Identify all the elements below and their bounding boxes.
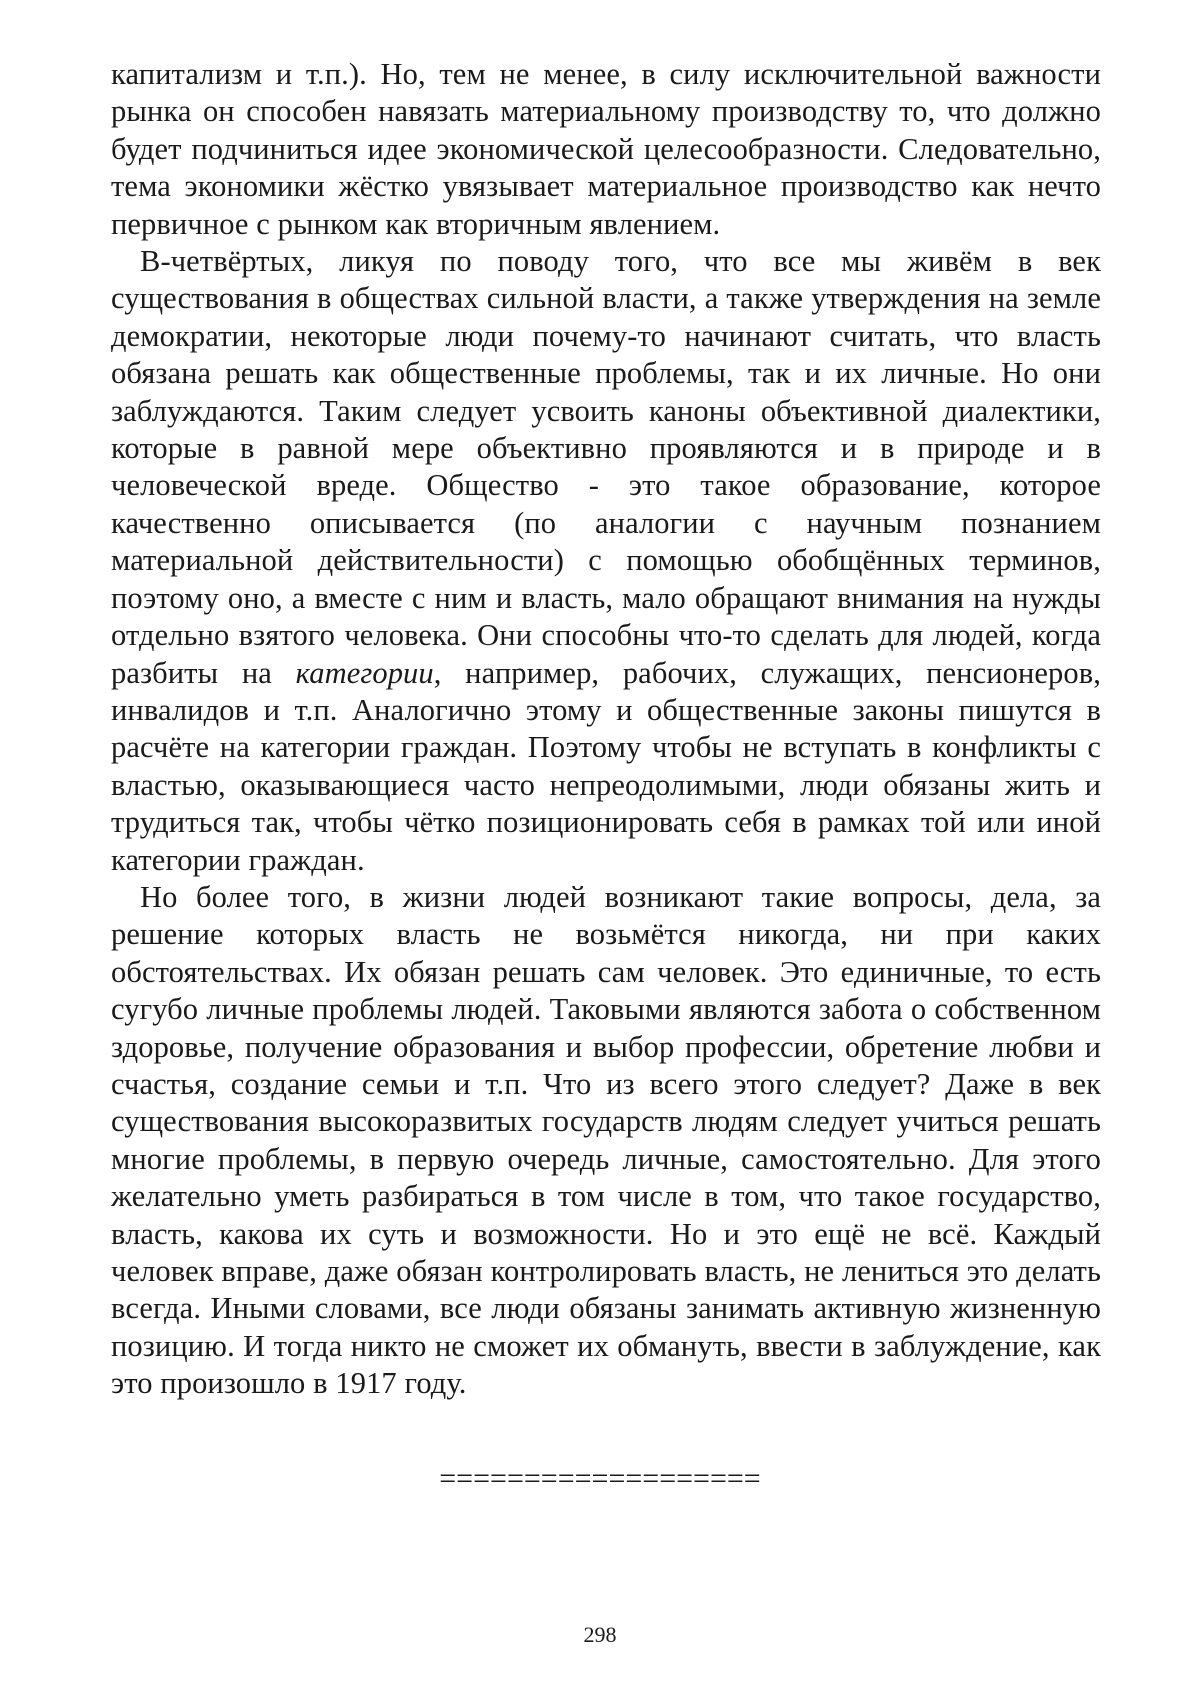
paragraph-3-text: Но более того, в жизни людей возникают такие вопросы, дела, за решение которых власть не возьмётся никогда, ни при каких обстоятельствах. Их обязан решать сам человек. Это единичные, то есть сугубо личные проблемы людей. Таковыми являются забота о собственном здоровье, получение образования и выбор профессии, обретение любви и счастья, создание семьи и т.п. Что из всего этого следует? Даже в век существования высокоразвитых государств людям следует учиться решать многие проблемы, в первую очередь личные, самостоятельно. Для этого желательно уметь разбираться в том числе в том, что такое государство, власть, какова их суть и возможности. Но и это ещё не всё. Каждый человек вправе, даже обязан контролировать власть, не лениться это делать всегда. Иными словами, все люди обязаны занимать активную жизненную позицию. И тогда никто не сможет их обмануть, ввести в заблуждение, как это произошло в 1917 году.: [111, 879, 1101, 1401]
body-text: [111, 56, 1101, 1403]
paragraph-1-text: капитализм и т.п.). Но, тем не менее, в силу исключительной важности рынка он способен навязать материальному производству то, что должно будет подчиниться идее экономической целесообразности. Следовательно, тема экономики жёстко увязывает материальное производство как нечто первичное с рынком как вторичным явлением.: [111, 57, 1101, 241]
paragraph-2-text-a: В-четвёртых, ликуя по поводу того, что все мы живём в век существования в обществах сильной власти, а также утверждения на земле демократии, некоторые люди почему-то начинают считать, что власть обязана решать как общественные проблемы, так и их личные. Но они заблуждаются. Таким следует усвоить каноны объективной диалектики, которые в равной мере объективно проявляются и в природе и в человеческой вреде. Общество - это такое образование, которое качественно описывается (по аналогии с научным познанием материальной действительности) с помощью обобщённых терминов, поэтому оно, а вместе с ним и власть, мало обращают внимания на нужды отдельно взятого человека. Они способны что-то сделать для людей, когда разбиты на: [111, 244, 1101, 690]
page-number: 298: [583, 1622, 617, 1647]
paragraph-2-text-b: , например, рабочих, служащих, пенсионеров, инвалидов и т.п. Аналогично этому и общественные законы пишутся в расчёте на категории граждан. Поэтому чтобы не вступать в конфликты с властью, оказывающиеся часто непреодолимыми, люди обязаны жить и трудиться так, чтобы чётко позиционировать себя в рамках той или иной категории граждан.: [111, 655, 1101, 877]
paragraph-3: [111, 879, 1101, 1403]
paragraph-1: [111, 56, 1101, 243]
paragraph-2: [111, 243, 1101, 879]
paragraph-2-italic-term: категории: [295, 655, 434, 690]
section-separator: ===================: [439, 1462, 761, 1495]
